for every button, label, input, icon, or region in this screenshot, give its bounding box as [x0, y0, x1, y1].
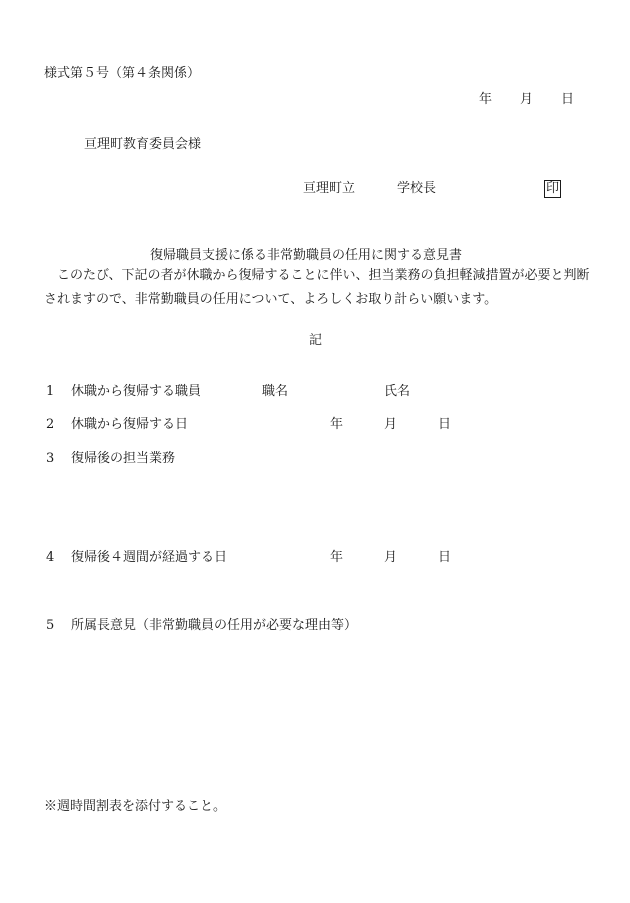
- sender-principal: 学校長: [397, 181, 437, 196]
- date-year: 年: [479, 92, 493, 107]
- item2-label: 休職から復帰する日: [71, 417, 189, 432]
- item4-number: 4: [46, 550, 55, 565]
- attachment-note: ※週時間割表を添付すること。: [44, 799, 227, 814]
- item1-label: 休職から復帰する職員: [71, 384, 202, 399]
- item3-number: 3: [46, 451, 55, 466]
- ki-heading: 記: [309, 333, 323, 348]
- document-title: 復帰職員支援に係る非常勤職員の任用に関する意見書: [150, 248, 463, 263]
- item1-post-label: 職名: [262, 384, 289, 399]
- form-number: 様式第５号（第４条関係）: [44, 66, 201, 81]
- seal-mark: 印: [546, 181, 560, 196]
- item1-number: 1: [46, 384, 55, 399]
- item4-day: 日: [438, 550, 452, 565]
- date-month: 月: [520, 92, 534, 107]
- item1-name-label: 氏名: [384, 384, 411, 399]
- item4-label: 復帰後４週間が経過する日: [71, 550, 228, 565]
- item3-label: 復帰後の担当業務: [71, 451, 176, 466]
- item2-number: 2: [46, 417, 55, 432]
- sender-school-prefix: 亘理町立: [303, 181, 356, 196]
- item4-year: 年: [330, 550, 344, 565]
- item4-month: 月: [384, 550, 398, 565]
- date-day: 日: [561, 92, 575, 107]
- item5-label: 所属長意見（非常勤職員の任用が必要な理由等）: [71, 618, 358, 633]
- item2-year: 年: [330, 417, 344, 432]
- body-paragraph: このたび、下記の者が休職から復帰することに伴い、担当業務の負担軽減措置が必要と判断されますので、非常勤職員の任用について、よろしくお取り計らい願います。: [44, 268, 590, 307]
- addressee: 亘理町教育委員会様: [84, 137, 202, 152]
- item2-day: 日: [438, 417, 452, 432]
- item2-month: 月: [384, 417, 398, 432]
- item5-number: 5: [46, 618, 55, 633]
